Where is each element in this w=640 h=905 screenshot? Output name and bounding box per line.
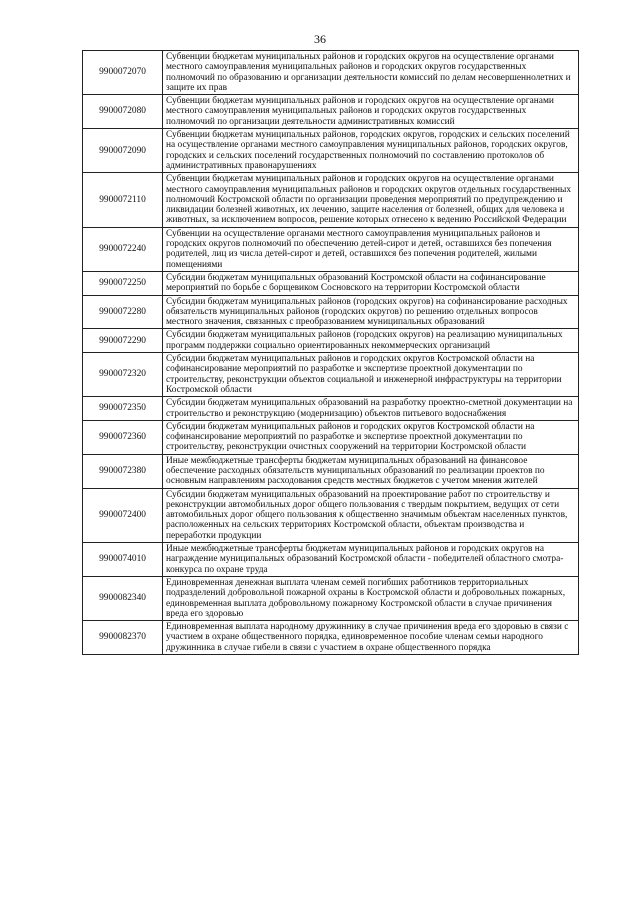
row-code: 9900072070 — [83, 51, 163, 95]
row-code: 9900072360 — [83, 420, 163, 454]
row-description: Субвенции бюджетам муниципальных районов и городских округов на осуществление органами местного самоуправления муниципальных районов и городских округов отдельных государственных полномочий Костромской области по организации проведения мероприятий по предупреждению и ликвидации болезней животных, их лечению, защите населения от болезней, общих для человека и животных, за исключением вопросов, решение которых отнесено к ведению Российской Федерации — [163, 173, 579, 227]
row-code: 9900074010 — [83, 543, 163, 577]
table-row — [83, 129, 579, 173]
row-description: Субсидии бюджетам муниципальных образований на проектирование работ по строительству и реконструкции автомобильных дорог общего пользования с твердым покрытием, ведущих от сети автомобильных дорог общего пользования к общественно значимым объектам населенных пунктов, расположенных на сельских территориях Костромской области, объектам производства и переработки продукции — [163, 488, 579, 542]
row-description: Единовременная выплата народному дружиннику в случае причинения вреда его здоровью в связи с участием в охране общественного порядка, единовременное пособие членам семьи народного дружинника в случае гибели в связи с участием в охране общественного порядка — [163, 621, 579, 655]
row-code: 9900072080 — [83, 95, 163, 129]
table-row — [83, 488, 579, 542]
table-row — [83, 576, 579, 620]
table-row — [83, 51, 579, 95]
row-code: 9900072380 — [83, 454, 163, 488]
table-row — [83, 227, 579, 271]
row-code: 9900072250 — [83, 271, 163, 295]
row-description: Субвенции бюджетам муниципальных районов и городских округов на осуществление органами местного самоуправления муниципальных районов и городских округов государственных полномочий по образованию и организации деятельности комиссий по делам несовершеннолетних и защите их прав — [163, 51, 579, 95]
table-row — [83, 621, 579, 655]
table-row — [83, 420, 579, 454]
row-description: Субсидии бюджетам муниципальных районов (городских округов) на софинансирование расходных обязательств муниципальных районов (городских округов) по решению отдельных вопросов местного значения, связанных с преобразованием муниципальных образований — [163, 295, 579, 329]
table-row — [83, 397, 579, 421]
table-row — [83, 543, 579, 577]
row-code: 9900072280 — [83, 295, 163, 329]
page-number: 36 — [314, 32, 326, 46]
row-code: 9900072320 — [83, 353, 163, 397]
table-row — [83, 329, 579, 353]
row-description: Субсидии бюджетам муниципальных районов и городских округов Костромской области на софинансирование мероприятий по разработке и экспертизе проектной документации по строительству, реконструкции очистных сооружений на территории Костромской области — [163, 420, 579, 454]
row-description: Иные межбюджетные трансферты бюджетам муниципальных образований на финансовое обеспечение расходных обязательств муниципальных образований по реализации проектов по основным направлениям расходования средств местных бюджетов с учетом мнения жителей — [163, 454, 579, 488]
row-description: Субсидии бюджетам муниципальных районов (городских округов) на реализацию муниципальных программ поддержки социально ориентированных некоммерческих организаций — [163, 329, 579, 353]
row-description: Субвенции на осуществление органами местного самоуправления муниципальных районов и городских округов полномочий по обеспечению детей-сирот и детей, оставшихся без попечения родителей, лиц из числа детей-сирот и детей, оставшихся без попечения родителей, жилыми помещениями — [163, 227, 579, 271]
table-row — [83, 295, 579, 329]
row-description: Субсидии бюджетам муниципальных районов и городских округов Костромской области на софинансирование мероприятий по разработке и экспертизе проектной документации по строительству, реконструкции объектов социальной и инженерной инфраструктуры на территории Костромской области — [163, 353, 579, 397]
row-code: 9900072350 — [83, 397, 163, 421]
row-code: 9900082370 — [83, 621, 163, 655]
row-description: Иные межбюджетные трансферты бюджетам муниципальных районов и городских округов на награждение муниципальных образований Костромской области - победителей областного смотра-конкурса по охране труда — [163, 543, 579, 577]
table-row — [83, 173, 579, 227]
budget-codes-table — [82, 50, 579, 655]
row-description: Субвенции бюджетам муниципальных районов и городских округов на осуществление органами местного самоуправления муниципальных районов и городских округов государственных полномочий по организации деятельности административных комиссий — [163, 95, 579, 129]
table-row — [83, 353, 579, 397]
row-code: 9900082340 — [83, 576, 163, 620]
row-code: 9900072290 — [83, 329, 163, 353]
row-description: Единовременная денежная выплата членам семей погибших работников территориальных подразделений добровольной пожарной охраны в Костромской области и добровольных пожарных, единовременная выплата добровольному пожарному Костромской области в случае причинения вреда его здоровью — [163, 576, 579, 620]
row-description: Субсидии бюджетам муниципальных образований Костромской области на софинансирование мероприятий по борьбе с борщевиком Сосновского на территории Костромской области — [163, 271, 579, 295]
row-code: 9900072400 — [83, 488, 163, 542]
table-row — [83, 95, 579, 129]
table-row — [83, 271, 579, 295]
row-code: 9900072240 — [83, 227, 163, 271]
row-description: Субвенции бюджетам муниципальных районов, городских округов, городских и сельских поселений на осуществление органами местного самоуправления муниципальных районов, городских округов, городских и сельских поселений государственных полномочий по составлению протоколов об административных правонарушениях — [163, 129, 579, 173]
row-code: 9900072090 — [83, 129, 163, 173]
table-row — [83, 454, 579, 488]
row-description: Субсидии бюджетам муниципальных образований на разработку проектно-сметной документации на строительство и реконструкцию (модернизацию) объектов питьевого водоснабжения — [163, 397, 579, 421]
row-code: 9900072110 — [83, 173, 163, 227]
